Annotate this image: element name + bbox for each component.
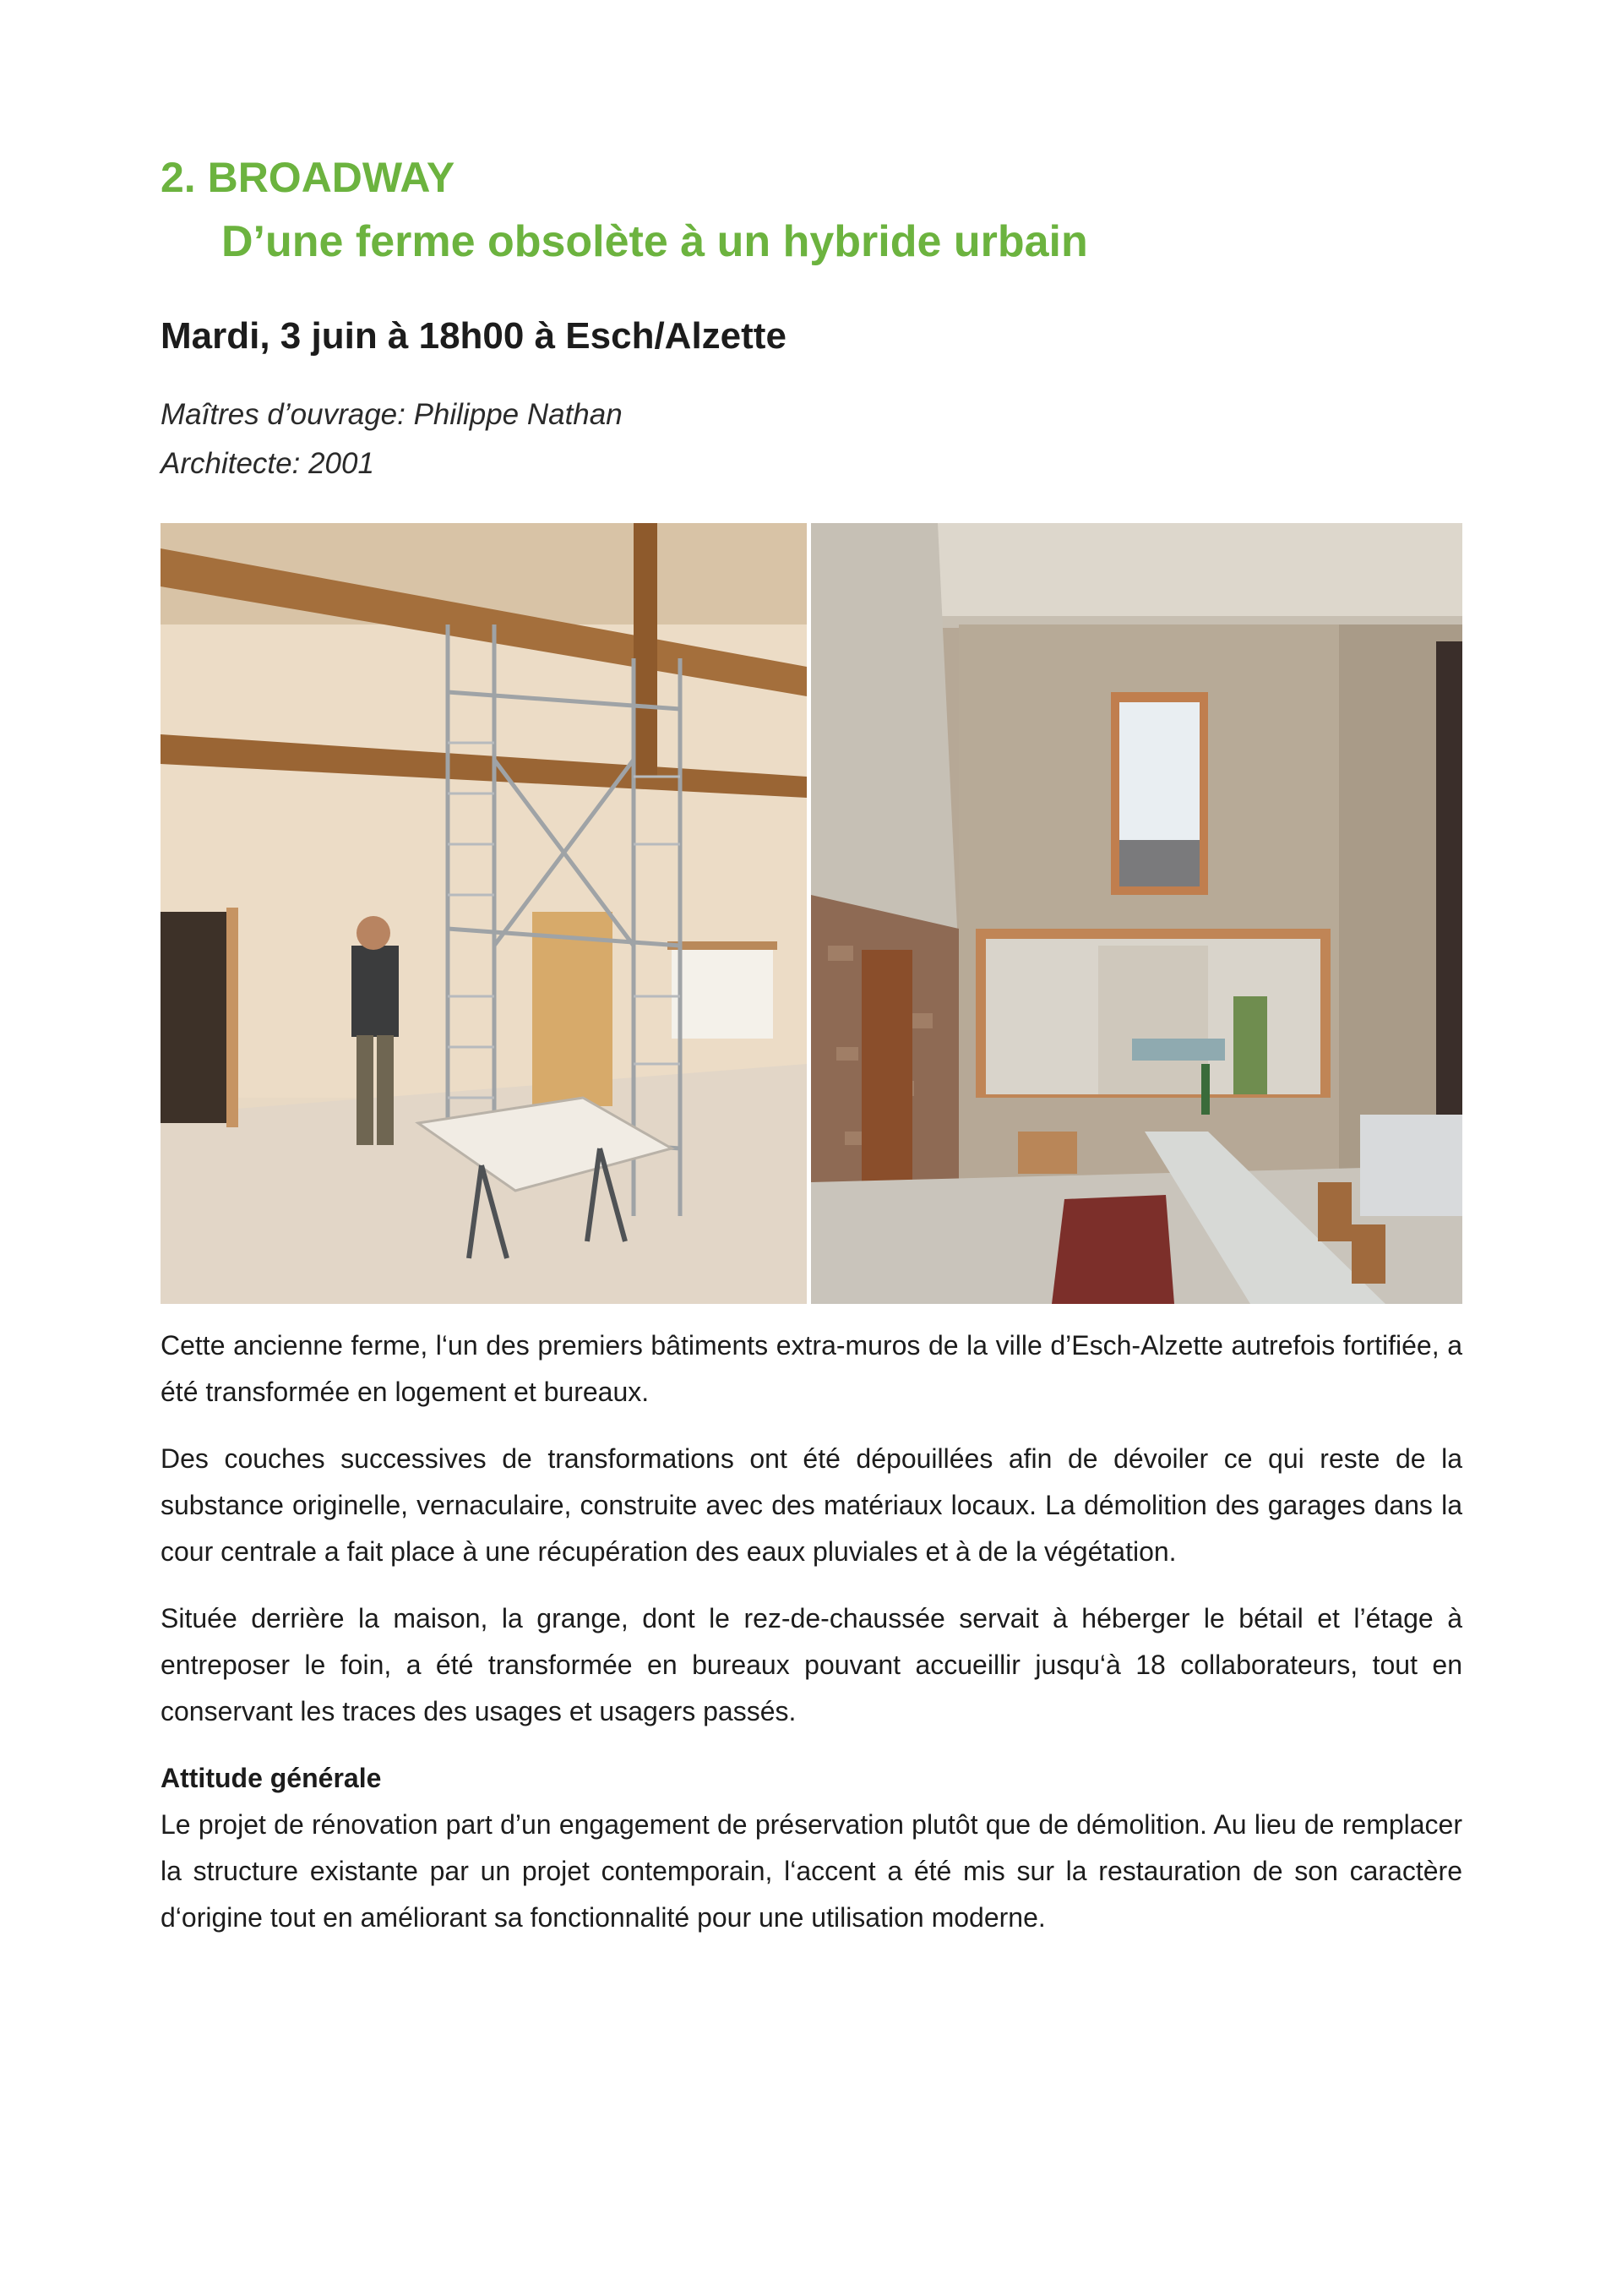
photo-barn-renovation <box>161 523 807 1304</box>
client-credit: Maîtres d’ouvrage: Philippe Nathan <box>161 398 623 431</box>
photo-pair <box>161 523 1462 1304</box>
section-subtitle: D’une ferme obsolète à un hybride urbain <box>221 217 1088 266</box>
section-title: 2. BROADWAY <box>161 154 455 201</box>
photo-finished-interior <box>811 523 1462 1304</box>
paragraph-transformations: Des couches successives de transformations ont été dépouillées afin de dévoiler ce qui reste de la substance originelle, vernaculaire, construite avec des matériaux locaux. La démolition des garages dans la cour centrale a fait place à une récupération des eaux pluviales et à de la végétation. <box>161 1443 1462 1567</box>
architect-credit: Architecte: 2001 <box>161 447 374 480</box>
event-date-place: Mardi, 3 juin à 18h00 à Esch/Alzette <box>161 315 787 357</box>
paragraph-intro: Cette ancienne ferme, l‘un des premiers bâtiments extra-muros de la ville d’Esch-Alzette autrefois fortifiée, a été transformée en logement et bureaux. <box>161 1330 1462 1407</box>
project-credits <box>161 390 623 488</box>
section-heading-attitude: Attitude générale <box>161 1763 382 1793</box>
article-body <box>161 1323 1462 1961</box>
paragraph-barn: Située derrière la maison, la grange, dont le rez-de-chaussée servait à héberger le bétail et l’étage à entreposer le foin, a été transformée en bureaux pouvant accueillir jusqu‘à 18 collaborateurs, tout en conservant les traces des usages et usagers passés. <box>161 1603 1462 1726</box>
paragraph-attitude: Le projet de rénovation part d’un engagement de préservation plutôt que de démolition. Au lieu de remplacer la structure existante par un projet contemporain, l‘accent a été mis sur la restauration de son caractère d‘origine tout en améliorant sa fonctionnalité pour une utilisation moderne. <box>161 1809 1462 1933</box>
